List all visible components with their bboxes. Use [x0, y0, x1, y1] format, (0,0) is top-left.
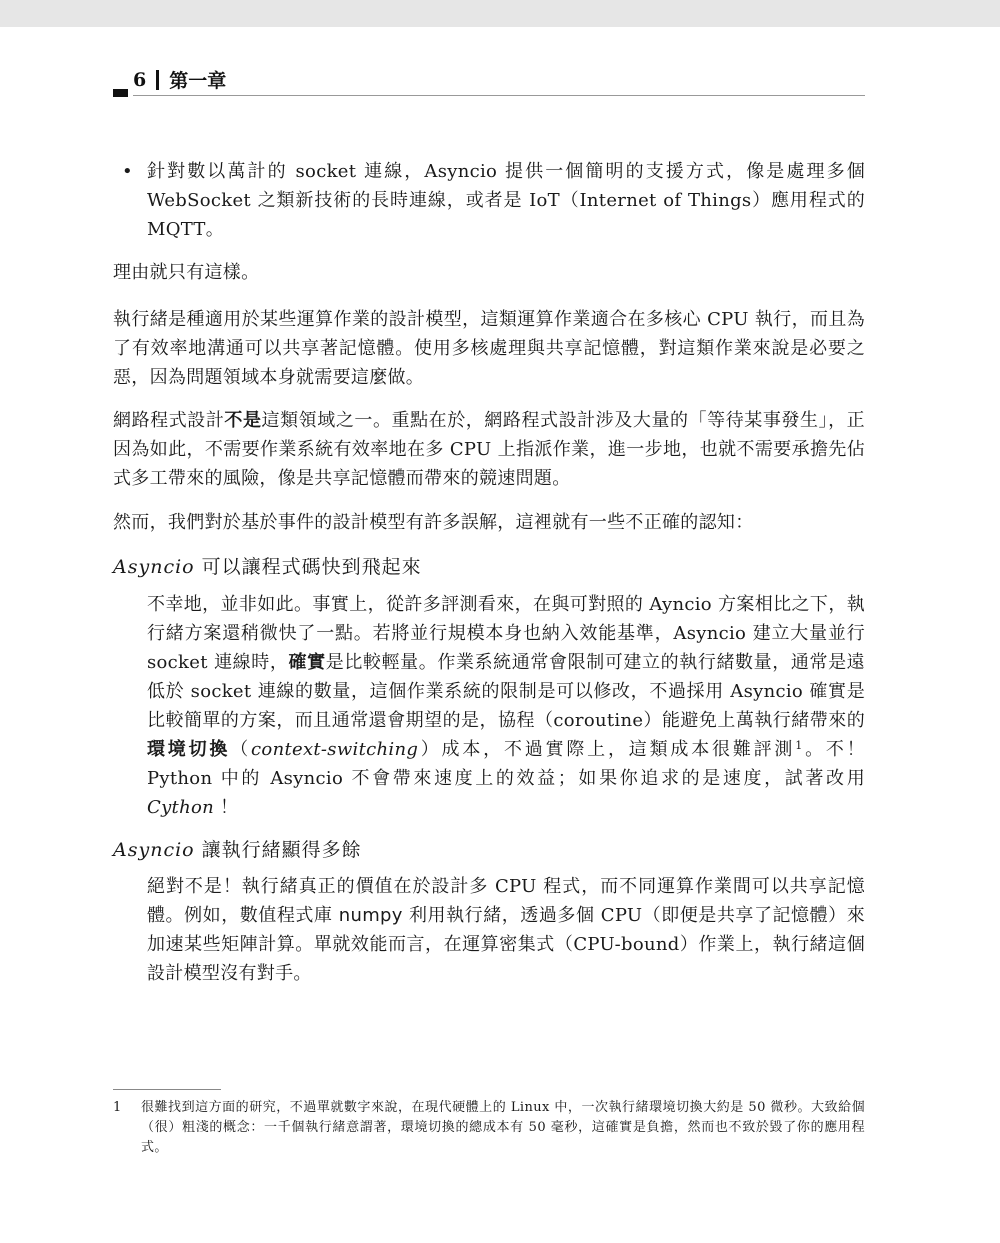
section-body	[147, 872, 865, 988]
footnote-number: 1	[113, 1100, 122, 1115]
italic-term: context-switching	[251, 739, 419, 760]
bullet-marker: •	[122, 161, 133, 182]
bullet-item: 針對數以萬計的 socket 連線，Asyncio 提供一個簡明的支援方式，像是處理多個 WebSocket 之類新技術的長時連線，或者是 IoT（Internet of Things）應用程式的 MQTT。	[147, 161, 865, 240]
running-header	[133, 66, 226, 93]
page-number: 6	[133, 68, 147, 91]
emphasis: 不是	[224, 410, 262, 431]
header-mark	[113, 89, 128, 97]
text-run: ！	[214, 797, 239, 818]
italic-term: Cython	[147, 797, 214, 818]
text-run: 這類領域之一。重點在於，網路程式設計涉及大量的「等待某事發生」，正因為如此，不需要作業系統有效率地在多 CPU 上指派作業，進一步地，也就不需要承擔先佔式多工帶來的風險，像是共享記憶體而帶來的競速問題。	[113, 410, 865, 489]
text-run: 絕對不是！執行緒真正的價值在於設計多 CPU 程式，而不同運算作業間可以共享記憶體。例如，數值程式庫	[147, 876, 865, 926]
footnote-ref[interactable]: 1	[795, 739, 803, 752]
heading-term: Asyncio	[113, 839, 195, 861]
text-run: 是比較輕量。作業系統通常會限制可建立的執行緒數量，通常是遠低於 socket 連線的數量，這個作業系統的限制是可以修改，不過採用 Asyncio 確實是比較簡單的方案，而且通常還會期望的是，協程（coroutine）能避免上萬執行緒帶來的	[147, 652, 865, 731]
top-band	[0, 0, 1000, 27]
text-run: ）成本，不過實際上，這類成本很難評測	[418, 739, 796, 760]
footnote-rule	[113, 1089, 221, 1090]
header-rule	[133, 95, 865, 96]
section-heading	[113, 553, 422, 581]
heading-term: Asyncio	[113, 556, 195, 578]
paragraph: 然而，我們對於基於事件的設計模型有許多誤解，這裡就有一些不正確的認知：	[113, 512, 754, 533]
text-run: 網路程式設計	[113, 410, 225, 431]
text-run: 利用執行緒，透過多個 CPU（即便是共享了記憶體）來加速某些矩陣計算。單就效能而言，在運算密集式（CPU-bound）作業上，執行緒這個設計模型沒有對手。	[147, 905, 865, 984]
chapter-title: 第一章	[169, 70, 227, 92]
code-term: numpy	[338, 905, 403, 926]
section-heading	[113, 836, 362, 864]
paragraph: 執行緒是種適用於某些運算作業的設計模型，這類運算作業適合在多核心 CPU 執行，而且為了有效率地溝通可以共享著記憶體。使用多核處理與共享記憶體，對這類作業來說是必要之惡，因為問題領域本身就需要這麼做。	[113, 309, 865, 388]
footnote-text: 很難找到這方面的研究，不過單就數字來說，在現代硬體上的 Linux 中，一次執行緒環境切換大約是 50 微秒。大致給個（很）粗淺的概念：一千個執行緒意謂著，環境切換的總成本有 50 毫秒，這確實是負擔，然而也不致於毀了你的應用程式。	[141, 1100, 865, 1155]
heading-text: 可以讓程式碼快到飛起來	[194, 556, 422, 578]
paragraph: 理由就只有這樣。	[113, 262, 260, 283]
header-divider	[156, 70, 159, 90]
emphasis: 確實	[288, 652, 326, 673]
text-run: 。不！ Python 中的 Asyncio 不會帶來速度上的效益；如果你追求的是速度，試著改用	[147, 739, 865, 789]
paragraph	[113, 406, 865, 493]
text-run: 不幸地，並非如此。事實上，從許多評測看來，在與可對照的 Ayncio 方案相比之下，執行緒方案還稍微快了一點。若將並行規模本身也納入效能基準，Asyncio 建立大量並行 socket 連線時，	[147, 594, 865, 673]
emphasis: 環境切換	[147, 739, 231, 760]
section-body	[147, 590, 865, 822]
heading-text: 讓執行緒顯得多餘	[194, 839, 362, 861]
text-run: （	[230, 739, 252, 760]
